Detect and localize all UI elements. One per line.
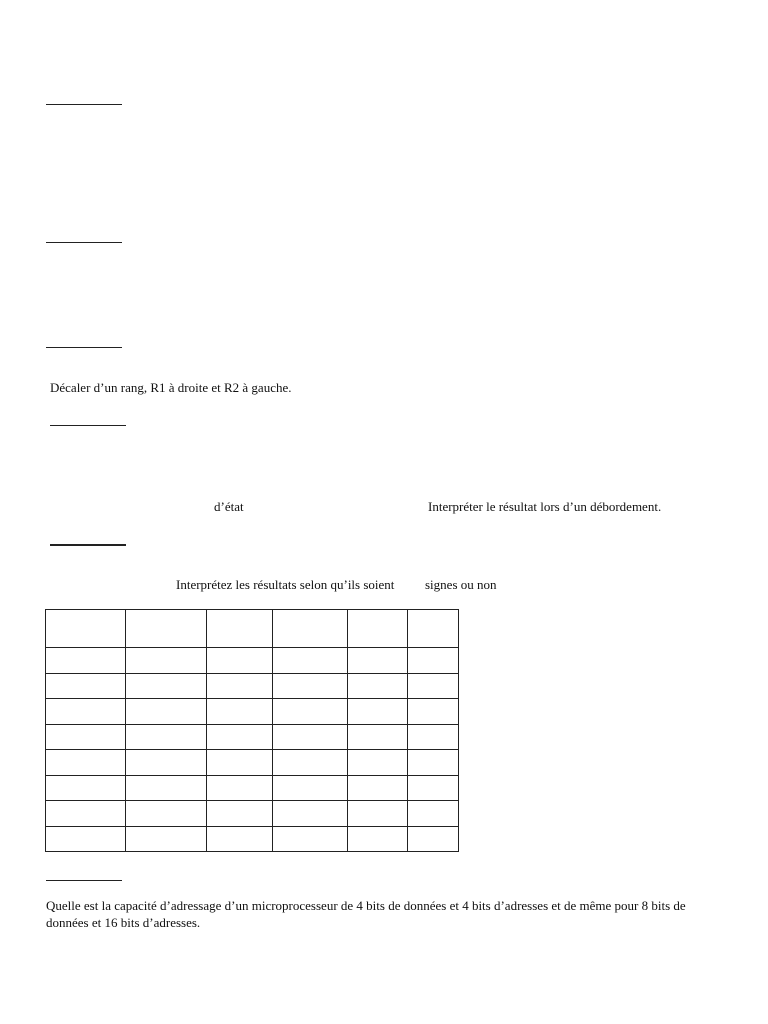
table-cell[interactable] bbox=[46, 724, 126, 750]
section-4-text-right: Interpréter le résultat lors d’un débordement. bbox=[428, 499, 662, 514]
table-cell[interactable] bbox=[408, 610, 459, 648]
table-cell[interactable] bbox=[408, 699, 459, 725]
table-cell[interactable] bbox=[348, 826, 408, 852]
table-cell[interactable] bbox=[126, 826, 207, 852]
table-cell[interactable] bbox=[126, 775, 207, 801]
section-5-text-right: signes ou non bbox=[425, 577, 497, 592]
table-cell[interactable] bbox=[126, 750, 207, 776]
section-5-heading-rule bbox=[50, 544, 126, 546]
section-6-heading-rule bbox=[46, 880, 122, 881]
table-cell[interactable] bbox=[207, 826, 273, 852]
table-row bbox=[46, 750, 459, 776]
table-cell[interactable] bbox=[46, 699, 126, 725]
table-cell[interactable] bbox=[348, 775, 408, 801]
table-cell[interactable] bbox=[408, 673, 459, 699]
table-cell[interactable] bbox=[207, 610, 273, 648]
section-3-instruction: Décaler d’un rang, R1 à droite et R2 à gauche. bbox=[50, 380, 292, 395]
table-cell[interactable] bbox=[408, 775, 459, 801]
table-row bbox=[46, 724, 459, 750]
table-cell[interactable] bbox=[273, 699, 348, 725]
table-cell[interactable] bbox=[126, 699, 207, 725]
table-cell[interactable] bbox=[207, 724, 273, 750]
table-cell[interactable] bbox=[348, 801, 408, 827]
table-cell[interactable] bbox=[126, 610, 207, 648]
table-cell[interactable] bbox=[46, 826, 126, 852]
table-cell[interactable] bbox=[348, 750, 408, 776]
table-cell[interactable] bbox=[46, 648, 126, 674]
table-cell[interactable] bbox=[126, 673, 207, 699]
table-cell[interactable] bbox=[408, 801, 459, 827]
table-cell[interactable] bbox=[126, 801, 207, 827]
table-cell[interactable] bbox=[273, 724, 348, 750]
table-cell[interactable] bbox=[207, 750, 273, 776]
table-cell[interactable] bbox=[348, 724, 408, 750]
table-cell[interactable] bbox=[207, 801, 273, 827]
table-cell[interactable] bbox=[273, 750, 348, 776]
table-row bbox=[46, 673, 459, 699]
answer-table bbox=[45, 609, 459, 852]
table-cell[interactable] bbox=[273, 801, 348, 827]
table-row bbox=[46, 648, 459, 674]
table-header-row bbox=[46, 610, 459, 648]
table-row bbox=[46, 826, 459, 852]
table-cell[interactable] bbox=[408, 648, 459, 674]
section-2-heading-rule bbox=[46, 242, 122, 243]
table-cell[interactable] bbox=[348, 699, 408, 725]
section-3-heading-rule bbox=[46, 347, 122, 348]
table-cell[interactable] bbox=[348, 673, 408, 699]
table-cell[interactable] bbox=[348, 648, 408, 674]
table-cell[interactable] bbox=[273, 826, 348, 852]
table-cell[interactable] bbox=[348, 610, 408, 648]
section-1-heading-rule bbox=[46, 104, 122, 105]
table-cell[interactable] bbox=[273, 775, 348, 801]
table-cell[interactable] bbox=[46, 750, 126, 776]
table-row bbox=[46, 801, 459, 827]
table-cell[interactable] bbox=[46, 673, 126, 699]
table-cell[interactable] bbox=[126, 724, 207, 750]
table-cell[interactable] bbox=[207, 699, 273, 725]
table-cell[interactable] bbox=[408, 826, 459, 852]
answer-table-body bbox=[46, 610, 459, 852]
table-cell[interactable] bbox=[273, 648, 348, 674]
section-4-text-left: d’état bbox=[214, 499, 244, 514]
section-4-heading-rule bbox=[50, 425, 126, 426]
table-cell[interactable] bbox=[408, 724, 459, 750]
section-5-text-left: Interprétez les résultats selon qu’ils soient bbox=[176, 577, 395, 592]
table-cell[interactable] bbox=[273, 673, 348, 699]
table-row bbox=[46, 699, 459, 725]
table-cell[interactable] bbox=[46, 610, 126, 648]
table-cell[interactable] bbox=[46, 801, 126, 827]
table-cell[interactable] bbox=[408, 750, 459, 776]
section-6-question: Quelle est la capacité d’adressage d’un microprocesseur de 4 bits de données et 4 bits d’adresses et de même pour 8 bits de données et 16 bits d’adresses. bbox=[46, 898, 686, 930]
table-row bbox=[46, 775, 459, 801]
table-cell[interactable] bbox=[126, 648, 207, 674]
table-cell[interactable] bbox=[46, 775, 126, 801]
table-cell[interactable] bbox=[207, 648, 273, 674]
table-cell[interactable] bbox=[273, 610, 348, 648]
table-cell[interactable] bbox=[207, 673, 273, 699]
table-cell[interactable] bbox=[207, 775, 273, 801]
